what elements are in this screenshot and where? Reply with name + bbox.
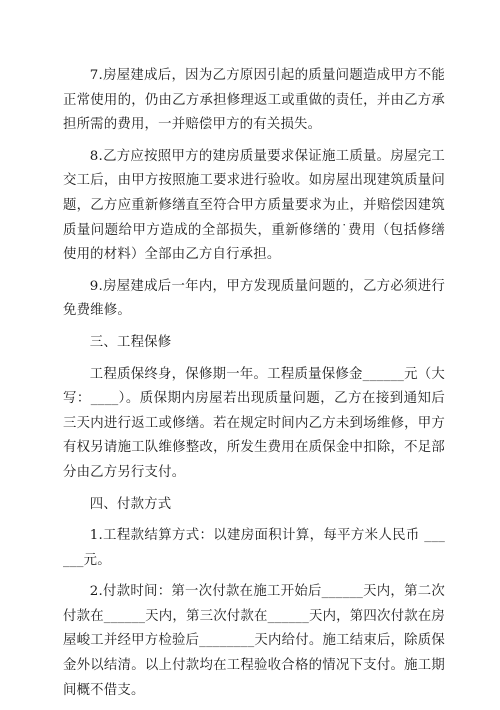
clause-9: 9.房屋建成后一年内，甲方发现质量问题的，乙方必须进行免费维修。 — [63, 278, 445, 319]
section-heading-payment: 四、付款方式 — [89, 496, 172, 512]
clause-8: 8.乙方应按照甲方的建房质量要求保证施工质量。房屋完工交工后，由甲方按照施工要求进行验收。如房屋出现建筑质量问题，乙方应重新修缮直至符合甲方质量要求为止，并赔偿因建筑质量问题给甲方造成的全部损失，重新修缮的˙费用（包括修缮使用的材料）全部由乙方自行承担。 — [63, 148, 445, 263]
payment-clause-2: 2.付款时间：第一次付款在施工开始后______天内，第二次付款在______天内，第三次付款在______天内，第四次付款在房屋峻工并经甲方检验后________天内给付。施工结束后，除质保金外以结清。以上付款均在工程验收合格的情况下支付。施工期间概不借支。 — [63, 584, 445, 698]
document-page — [63, 64, 445, 710]
section-heading-warranty: 三、工程保修 — [89, 334, 172, 350]
clause-7: 7.房屋建成后，因为乙方原因引起的质量问题造成甲方不能正常使用的，仍由乙方承担修理返工或重做的责任，并由乙方承担所需的费用，一并赔偿甲方的有关损失。 — [63, 68, 445, 133]
payment-clause-1: 1.工程款结算方式：以建房面积计算，每平方米人民币 ______元。 — [63, 528, 445, 568]
warranty-paragraph: 工程质保终身，保修期一年。工程质量保修金______元（大写：____）。质保期内房屋若出现质量问题，乙方在接到通知后三天内进行返工或修缮。若在规定时间内乙方未到场维修，甲方有权另请施工队维修整改，所发生费用在质保金中扣除，不足部分由乙方另行支付。 — [63, 366, 445, 480]
